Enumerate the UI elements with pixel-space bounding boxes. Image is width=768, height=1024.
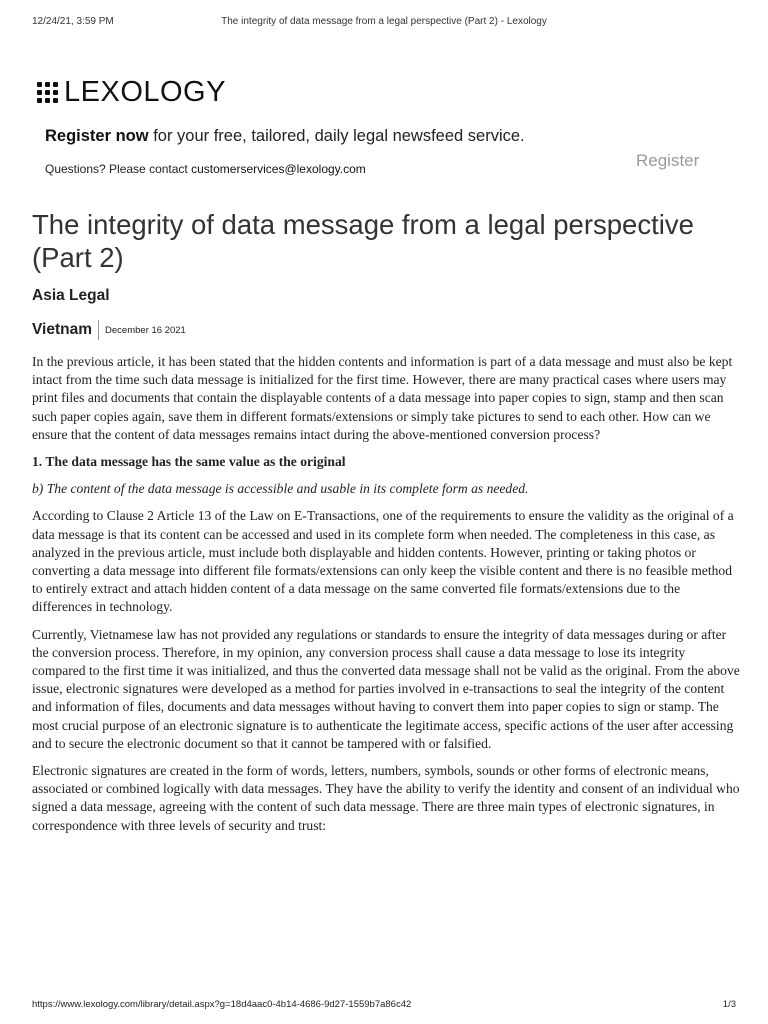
contact-prefix: Questions? Please contact <box>45 162 192 176</box>
body-paragraph: Electronic signatures are created in the form of words, letters, numbers, symbols, sounds or other forms of electronic means, associated or combined logically with data messages. They have the ability to verify the identity and consent of an individual who signed a data message, agreeing with the content of such data message. There are three main types of electronic signatures, in correspondence with three levels of security and trust: <box>32 763 740 833</box>
print-datetime: 12/24/21, 3:59 PM <box>32 16 114 27</box>
body-paragraph: Currently, Vietnamese law has not provided any regulations or standards to ensure the integrity of data messages during or after the conversion process. Therefore, in my opinion, any conversion process shall cause a data message to lose its integrity compared to the first time it was initialized, and thus the converted data message shall not be valid as the original. From the above issue, electronic signatures were developed as a method for parties involved in e-transactions to seal the integrity of the content and information of files, documents and data messages without having to convert them into paper copies to sign or stamp. The most crucial purpose of an electronic signature is to authenticate the legitimate access, specific actions of the user after accessing and to secure the electronic document so that it cannot be tampered with or falsified. <box>32 626 740 751</box>
page-number: 1/3 <box>722 999 736 1010</box>
register-promo <box>45 127 525 146</box>
register-now-link[interactable]: Register now <box>45 127 149 145</box>
register-promo-text: for your free, tailored, daily legal newsfeed service. <box>148 127 525 145</box>
publish-date: December 16 2021 <box>105 324 186 336</box>
grid-dots-icon <box>37 82 58 103</box>
article-title: The integrity of data message from a legal perspective (Part 2) <box>32 209 694 273</box>
article-body <box>32 353 740 844</box>
contact-email-link[interactable]: customerservices@lexology.com <box>191 162 366 176</box>
page-url: https://www.lexology.com/library/detail.aspx?g=18d4aac0-4b14-4686-9d27-1559b7a86c42 <box>32 999 412 1010</box>
article-meta <box>32 320 186 340</box>
jurisdiction-label[interactable]: Vietnam <box>32 320 99 340</box>
subsection-heading: b) The content of the data message is accessible and usable in its complete form as needed. <box>32 481 529 497</box>
print-page-title: The integrity of data message from a legal perspective (Part 2) - Lexology <box>221 16 547 27</box>
contact-line <box>45 162 366 176</box>
article-section[interactable]: Asia Legal <box>32 287 110 304</box>
lexology-logo[interactable] <box>37 77 226 107</box>
logo-text: LEXOLOGY <box>64 76 226 108</box>
section-heading: 1. The data message has the same value as the original <box>32 454 346 470</box>
body-paragraph: In the previous article, it has been stated that the hidden contents and information is part of a data message and must also be kept intact from the time such data message is initialized for the first time. However, there are many practical cases where users may print files and documents that contain the displayable contents of a data message into paper copies to sign, stamp and then scan such paper copies again, save them in different formats/extensions or simply take pictures to send to each other. How can we ensure that the content of data messages remains intact during the above-mentioned conversion process? <box>32 354 733 442</box>
register-button[interactable]: Register <box>636 151 700 170</box>
body-paragraph: According to Clause 2 Article 13 of the Law on E-Transactions, one of the requirements to ensure the validity as the original of a data message is that its content can be accessed and used in its complete form when needed. The completeness in this case, as analyzed in the previous article, must include both displayable and hidden contents. However, printing or taking photos or converting a data message into different file formats/extensions can only keep the visible content and there is no feasible method to entirely extract and attach hidden content of a data message on the same converted file formats/extensions due to the differences in technology. <box>32 508 734 615</box>
